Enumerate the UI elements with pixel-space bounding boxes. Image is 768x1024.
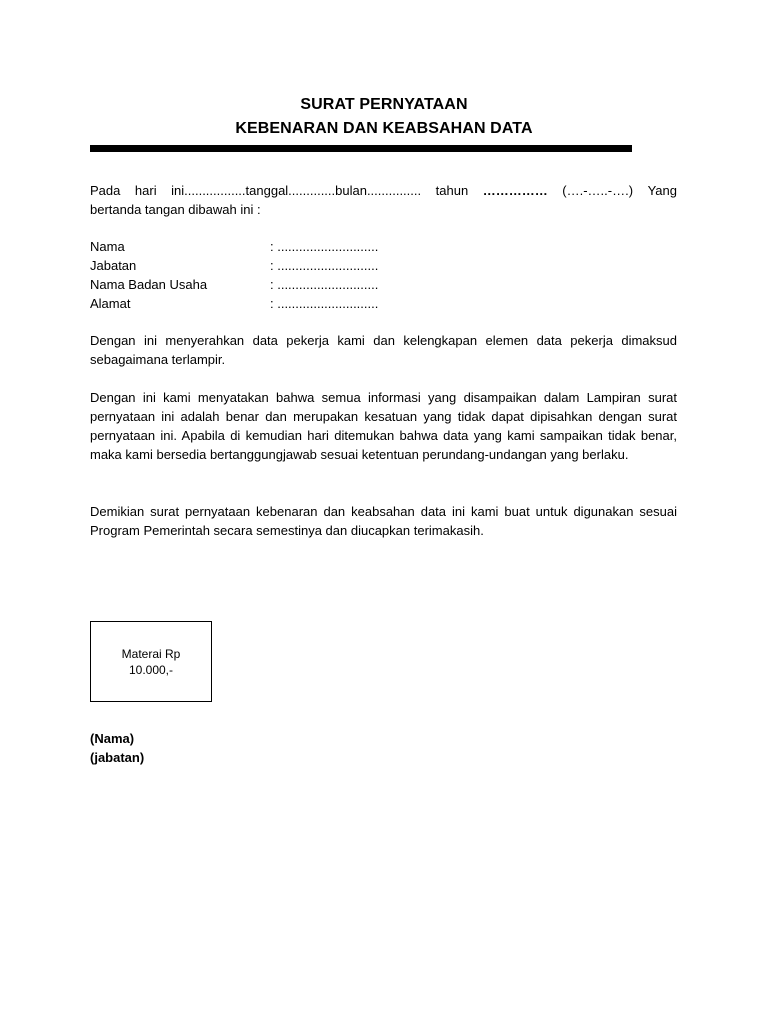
- intro-word: hari: [134, 183, 157, 198]
- field-label: Nama Badan Usaha: [90, 277, 208, 292]
- intro-line-2: bertanda tangan dibawah ini :: [90, 202, 261, 217]
- intro-word: tahun: [435, 183, 469, 198]
- intro-line-1: [90, 181, 677, 200]
- intro-word: Yang: [647, 183, 677, 198]
- field-row-jabatan: [90, 256, 378, 275]
- paragraph-closing: Demikian surat pernyataan kebenaran dan keabsahan data ini kami buat untuk digunakan sesuai Program Pemerintah secara semestinya dan diucapkan terimakasih.: [90, 504, 677, 538]
- identity-fields: [90, 237, 378, 313]
- stamp-label: Materai Rp: [121, 646, 181, 661]
- intro-date-format: (….-…..-….): [562, 183, 634, 198]
- title-divider: [90, 145, 632, 152]
- field-value: : ............................: [270, 258, 379, 273]
- paragraph-submission: Dengan ini menyerahkan data pekerja kami dan kelengkapan elemen data pekerja dimaksud sebagaimana terlampir.: [90, 333, 677, 367]
- document-subtitle: KEBENARAN DAN KEABSAHAN DATA: [235, 120, 533, 137]
- paragraph-declaration: Dengan ini kami menyatakan bahwa semua informasi yang disampaikan dalam Lampiran surat pernyataan ini adalah benar dan merupakan kesatuan yang tidak dapat dipisahkan dengan surat pernyataan ini. Apabila di kemudian hari ditemukan bahwa data yang kami sampaikan tidak benar, maka kami bersedia bertanggungjawab sesuai ketentuan perundang-undangan yang berlaku.: [90, 390, 677, 462]
- intro-paragraph: [90, 181, 677, 219]
- document-title: SURAT PERNYATAAN: [300, 96, 468, 113]
- signatory-name: (Nama): [90, 731, 135, 746]
- field-value: : ............................: [270, 239, 379, 254]
- signatory-position: (jabatan): [90, 750, 145, 765]
- field-row-alamat: [90, 294, 378, 313]
- intro-word: Pada: [90, 183, 121, 198]
- intro-date-blanks: ini.................tanggal.............bulan...............: [171, 183, 422, 198]
- stamp-amount: 10.000,-: [128, 662, 174, 677]
- field-value: : ............................: [270, 296, 379, 311]
- field-label: Alamat: [90, 296, 131, 311]
- field-label: Jabatan: [90, 258, 137, 273]
- stamp-duty-box: [90, 621, 212, 702]
- field-value: : ............................: [270, 277, 379, 292]
- field-row-nama: [90, 237, 378, 256]
- intro-year-blank: ……………: [482, 183, 548, 198]
- field-row-badan-usaha: [90, 275, 378, 294]
- field-label: Nama: [90, 239, 125, 254]
